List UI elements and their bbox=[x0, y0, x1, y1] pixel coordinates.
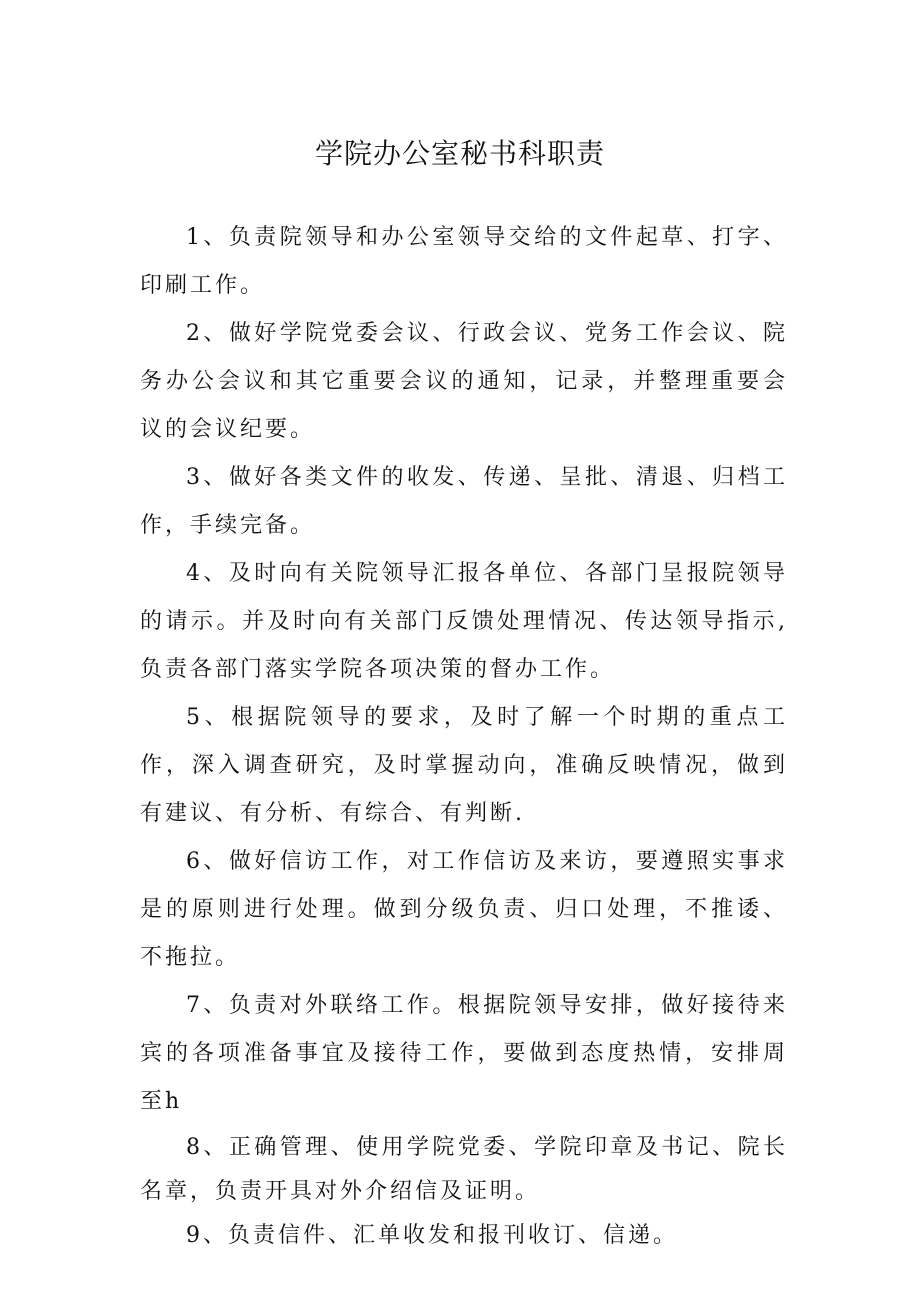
paragraph-3: 3、做好各类文件的收发、传递、呈批、清退、归档工作，手续完备。 bbox=[140, 465, 788, 538]
paragraph-7: 7、负责对外联络工作。根据院领导安排，做好接待来宾的各项准备事宜及接待工作，要做到态度热情，安排周至h bbox=[140, 993, 788, 1114]
paragraph-1: 1、负责院领导和办公室领导交给的文件起草、打字、印刷工作。 bbox=[140, 225, 788, 298]
paragraph-2: 2、做好学院党委会议、行政会议、党务工作会议、院务办公会议和其它重要会议的通知，记录，并整理重要会议的会议纪要。 bbox=[140, 321, 788, 442]
document-title: 学院办公室秘书科职责 bbox=[314, 137, 605, 170]
paragraph-8: 8、正确管理、使用学院党委、学院印章及书记、院长名章，负责开具对外介绍信及证明。 bbox=[140, 1135, 788, 1204]
document-body bbox=[140, 214, 788, 1258]
paragraph-6: 6、做好信访工作，对工作信访及来访，要遵照实事求是的原则进行处理。做到分级负责、归口处理，不推诿、不拖拉。 bbox=[140, 849, 788, 970]
paragraph-5: 5、根据院领导的要求，及时了解一个时期的重点工作，深入调查研究，及时掌握动向，准确反映情况，做到有建议、有分析、有综合、有判断. bbox=[140, 705, 788, 826]
paragraph-4: 4、及时向有关院领导汇报各单位、各部门呈报院领导的请示。并及时向有关部门反馈处理情况、传达领导指示,负责各部门落实学院各项决策的督办工作。 bbox=[140, 561, 788, 682]
paragraph-9: 9、负责信件、汇单收发和报刊收订、信递。 bbox=[186, 1223, 678, 1248]
